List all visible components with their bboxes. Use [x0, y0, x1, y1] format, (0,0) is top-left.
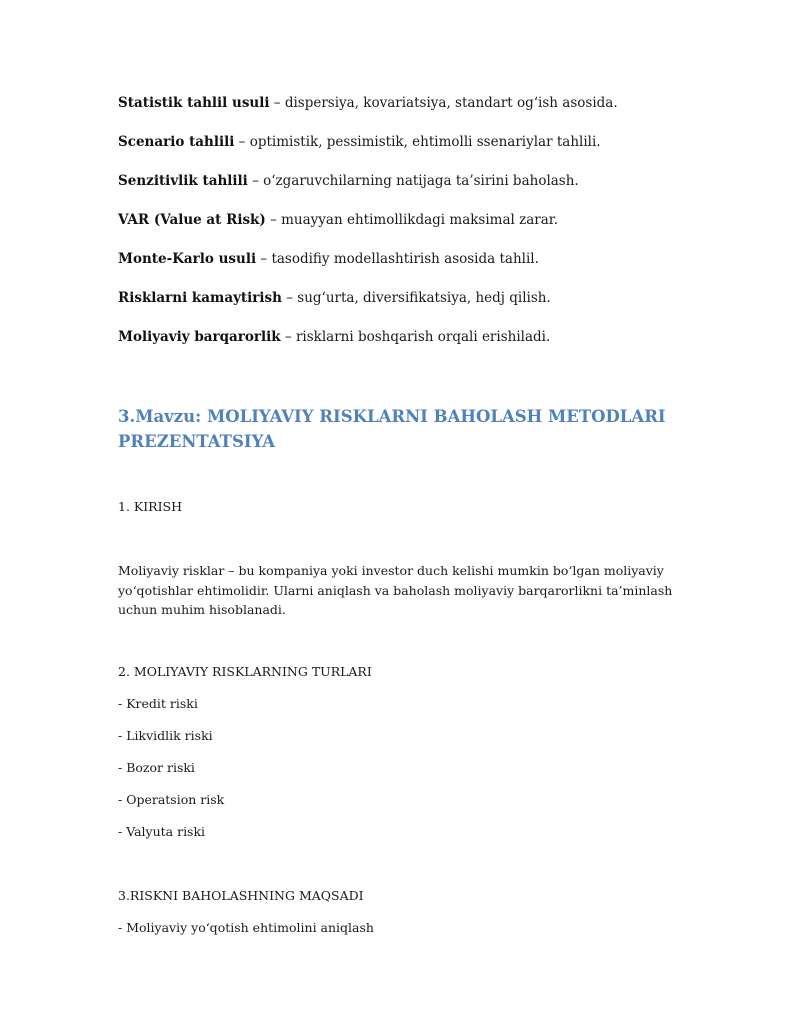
definition-term: Senzitivlik tahlili	[118, 173, 248, 189]
definition-term: VAR (Value at Risk)	[118, 212, 266, 228]
definition-text: – tasodifiy modellashtirish asosida tahlil.	[256, 251, 539, 267]
definition-term: Statistik tahlil usuli	[118, 95, 270, 111]
list-item: - Valyuta riski	[118, 824, 206, 839]
definition-monte-karlo	[118, 250, 539, 268]
definition-var	[118, 211, 558, 229]
definition-term: Monte-Karlo usuli	[118, 251, 257, 267]
topic-heading: 3.Mavzu: MOLIYAVIY RISKLARNI BAHOLASH METODLARI PREZENTATSIYA	[118, 407, 666, 451]
definition-text: – risklarni boshqarish orqali erishiladi.	[280, 329, 551, 345]
definition-term: Moliyaviy barqarorlik	[118, 329, 281, 345]
section-title-maqsad: 3.RISKNI BAHOLASHNING MAQSADI	[118, 888, 364, 903]
definition-text: – o‘zgaruvchilarning natijaga ta’sirini baholash.	[247, 173, 579, 189]
list-item: - Operatsion risk	[118, 792, 225, 807]
definition-risklarni-kamaytirish	[118, 289, 551, 307]
definition-moliyaviy-barqarorlik	[118, 328, 550, 346]
list-item: - Bozor riski	[118, 760, 195, 775]
list-item: - Kredit riski	[118, 696, 198, 711]
definition-scenario	[118, 133, 601, 151]
definition-text: – sug‘urta, diversifikatsiya, hedj qilish.	[281, 290, 551, 306]
intro-paragraph: Moliyaviy risklar – bu kompaniya yoki investor duch kelishi mumkin bo‘lgan moliyaviy yo‘qotishlar ehtimolidir. Ularni aniqlash va baholash moliyaviy barqarorlikni ta’minlash uchun muhim hisoblanadi.	[118, 563, 673, 617]
list-item: - Moliyaviy yo‘qotish ehtimolini aniqlash	[118, 920, 374, 935]
definition-text: – dispersiya, kovariatsiya, standart og‘ish asosida.	[269, 95, 618, 111]
definition-term: Scenario tahlili	[118, 134, 235, 150]
definition-statistik	[118, 94, 618, 112]
definition-text: – optimistik, pessimistik, ehtimolli ssenariylar tahlili.	[234, 134, 601, 150]
definition-text: – muayyan ehtimollikdagi maksimal zarar.	[265, 212, 559, 228]
list-item: - Likvidlik riski	[118, 728, 213, 743]
section-title-risk-types: 2. MOLIYAVIY RISKLARNING TURLARI	[118, 664, 372, 679]
definition-term: Risklarni kamaytirish	[118, 290, 282, 306]
definition-senzitivlik	[118, 172, 579, 190]
section-title-kirish: 1. KIRISH	[118, 499, 182, 514]
